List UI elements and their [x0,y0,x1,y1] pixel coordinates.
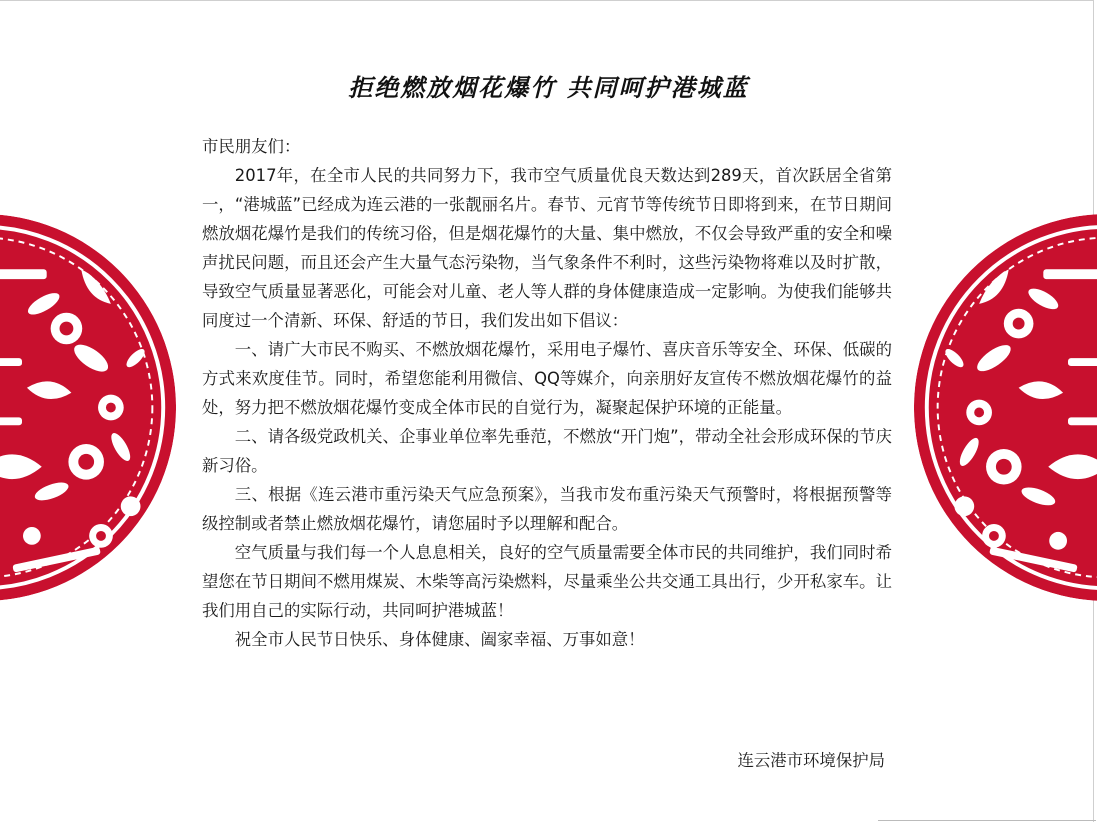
letter-body [202,132,892,654]
paragraph-intro: 2017年，在全市人民的共同努力下，我市空气质量优良天数达到289天，首次跃居全省第一，“港城蓝”已经成为连云港的一张靓丽名片。春节、元宵节等传统节日即将到来，在节日期间燃放烟花爆竹是我们的传统习俗，但是烟花爆竹的大量、集中燃放，不仅会导致严重的安全和噪声扰民问题，而且还会产生大量气态污染物，当气象条件不利时，这些污染物将难以及时扩散，导致空气质量显著恶化，可能会对儿童、老人等人群的身体健康造成一定影响。为使我们能够共同度过一个清新、环保、舒适的节日，我们发出如下倡议： [202,166,892,330]
paragraph-closing: 空气质量与我们每一个人息息相关，良好的空气质量需要全体市民的共同维护，我们同时希望您在节日期间不燃用煤炭、木柴等高污染燃料，尽量乘坐公共交通工具出行，少开私家车。让我们用自己的实际行动，共同呵护港城蓝！ [202,543,892,620]
salutation: 市民朋友们： [202,137,301,156]
paragraph-proposal-3: 三、根据《连云港市重污染天气应急预案》，当我市发布重污染天气预警时，将根据预警等级控制或者禁止燃放烟花爆竹，请您届时予以理解和配合。 [202,485,892,533]
signature: 连云港市环境保护局 [737,751,885,770]
papercut-right-icon [910,210,1097,605]
paragraph-proposal-2: 二、请各级党政机关、企事业单位率先垂范，不燃放“开门炮”，带动全社会形成环保的节庆新习俗。 [202,427,892,475]
page-title: 拒绝燃放烟花爆竹 共同呵护港城蓝 [348,73,749,102]
paragraph-proposal-1: 一、请广大市民不购买、不燃放烟花爆竹，采用电子爆竹、喜庆音乐等安全、环保、低碳的方式来欢度佳节。同时，希望您能利用微信、QQ等媒介，向亲朋好友宣传不燃放烟花爆竹的益处，努力把不燃放烟花爆竹变成全体市民的自觉行为，凝聚起保护环境的正能量。 [202,340,892,417]
page-bottom-edge [878,820,1096,821]
papercut-left-icon [0,210,180,605]
paragraph-wishes: 祝全市人民节日快乐、身体健康、阖家幸福、万事如意！ [234,630,645,649]
